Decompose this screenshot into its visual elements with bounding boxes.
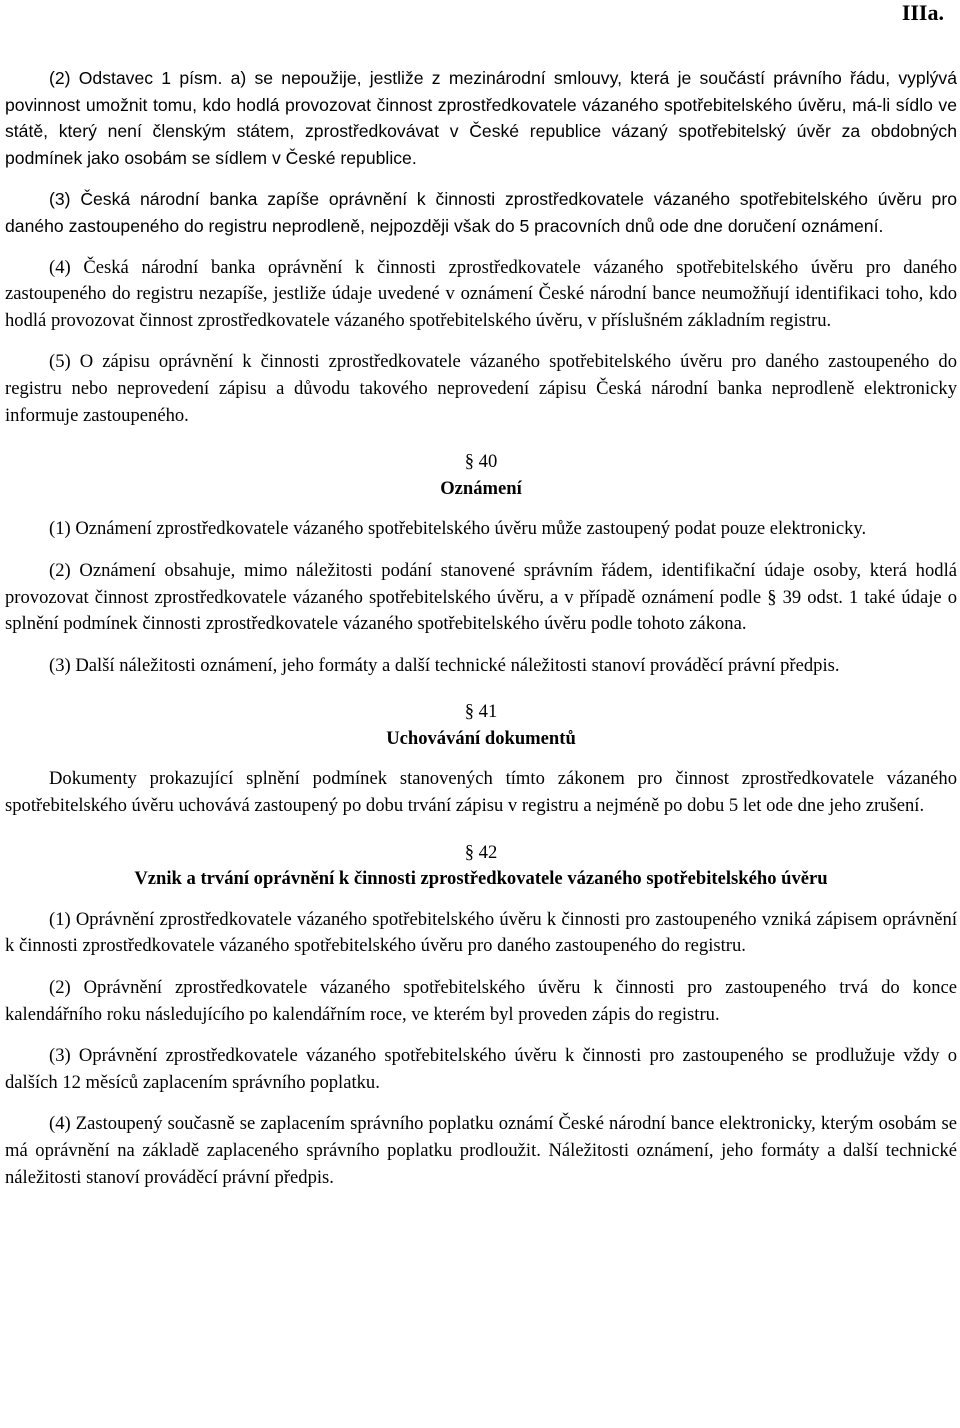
section-42-number: § 42	[464, 841, 498, 863]
section-42-title: Vznik a trvání oprávnění k činnosti zprostředkovatele vázaného spotřebitelského úvěru	[134, 868, 828, 890]
section-40-paragraph-2: (2) Oznámení obsahuje, mimo náležitosti podání stanovené správním řádem, identifikační údaje osoby, která hodlá provozovat činnost zprostředkovatele vázaného spotřebitelského úvěru, a v případě oznámení podle § 39 odst. 1 také údaje o splnění podmínek činnosti zprostředkovatele vázaného spotřebitelského úvěru podle tohoto zákona.	[5, 559, 957, 635]
paragraph-5: (5) O zápisu oprávnění k činnosti zprostředkovatele vázaného spotřebitelského úvěru pro daného zastoupeného do registru nebo neprovedení zápisu a důvodu takového neprovedení zápisu Česká národní banka neprodleně elektronicky informuje zastoupeného.	[5, 351, 957, 426]
section-42-paragraph-1: (1) Oprávnění zprostředkovatele vázaného spotřebitelského úvěru k činnosti pro zastoupeného vzniká zápisem oprávnění k činnosti zprostředkovatele vázaného spotřebitelského úvěru pro daného zastoupeného do registru.	[5, 908, 957, 957]
section-42-paragraph-4: (4) Zastoupený současně se zaplacením správního poplatku oznámí České národní bance elektronicky, kterým osobám se má oprávnění na základě zaplaceného správního poplatku prodloužit. Náležitosti oznámení, jeho formáty a další technické náležitosti stanoví prováděcí právní předpis.	[5, 1113, 957, 1188]
section-42-paragraph-3: (3) Oprávnění zprostředkovatele vázaného spotřebitelského úvěru k činnosti pro zastoupeného se prodlužuje vždy o dalších 12 měsíců zaplacením správního poplatku.	[5, 1045, 957, 1093]
section-41-title: Uchovávání dokumentů	[386, 727, 576, 749]
paragraph-3: (3) Česká národní banka zapíše oprávnění k činnosti zprostředkovatele vázaného spotřebitelského úvěru pro daného zastoupeného do registru neprodleně, nejpozději však do 5 pracovních dnů ode dne doručení oznámení.	[5, 189, 957, 236]
document-body	[5, 65, 957, 1191]
section-41-number: § 41	[464, 701, 498, 723]
section-42-paragraph-2: (2) Oprávnění zprostředkovatele vázaného spotřebitelského úvěru k činnosti pro zastoupeného trvá do konce kalendářního roku následujícího po kalendářním roce, ve kterém byl proveden zápis do registru.	[5, 977, 957, 1025]
section-40-paragraph-3: (3) Další náležitosti oznámení, jeho formáty a další technické náležitosti stanoví prováděcí právní předpis.	[49, 654, 840, 676]
section-40-title: Oznámení	[440, 477, 522, 499]
paragraph-2: (2) Odstavec 1 písm. a) se nepoužije, jestliže z mezinárodní smlouvy, která je součástí právního řádu, vyplývá povinnost umožnit tomu, kdo hodlá provozovat činnost zprostředkovatele vázaného spotřebitelského úvěru, má-li sídlo ve státě, který není členským státem, zprostředkovávat v České republice vázaný spotřebitelský úvěr za obdobných podmínek jako osobám se sídlem v České republice.	[5, 68, 957, 168]
top-paragraphs-sans	[5, 65, 957, 240]
page-label: IIIa.	[901, 0, 944, 25]
section-41-paragraph-1: Dokumenty prokazující splnění podmínek stanovených tímto zákonem pro činnost zprostředkovatele vázaného spotřebitelského úvěru uchovává zastoupený po dobu trvání zápisu v registru a nejméně po dobu 5 let ode dne jeho zrušení.	[5, 768, 957, 817]
section-40-number: § 40	[464, 451, 498, 473]
section-40-paragraph-1: (1) Oznámení zprostředkovatele vázaného spotřebitelského úvěru může zastoupený podat pouze elektronicky.	[49, 518, 867, 540]
paragraph-4: (4) Česká národní banka oprávnění k činnosti zprostředkovatele vázaného spotřebitelského úvěru pro daného zastoupeného do registru nezapíše, jestliže údaje uvedené v oznámení České národní bance neumožňují identifikaci toho, kdo hodlá provozovat činnost zprostředkovatele vázaného spotřebitelského úvěru, v příslušném základním registru.	[5, 256, 957, 331]
